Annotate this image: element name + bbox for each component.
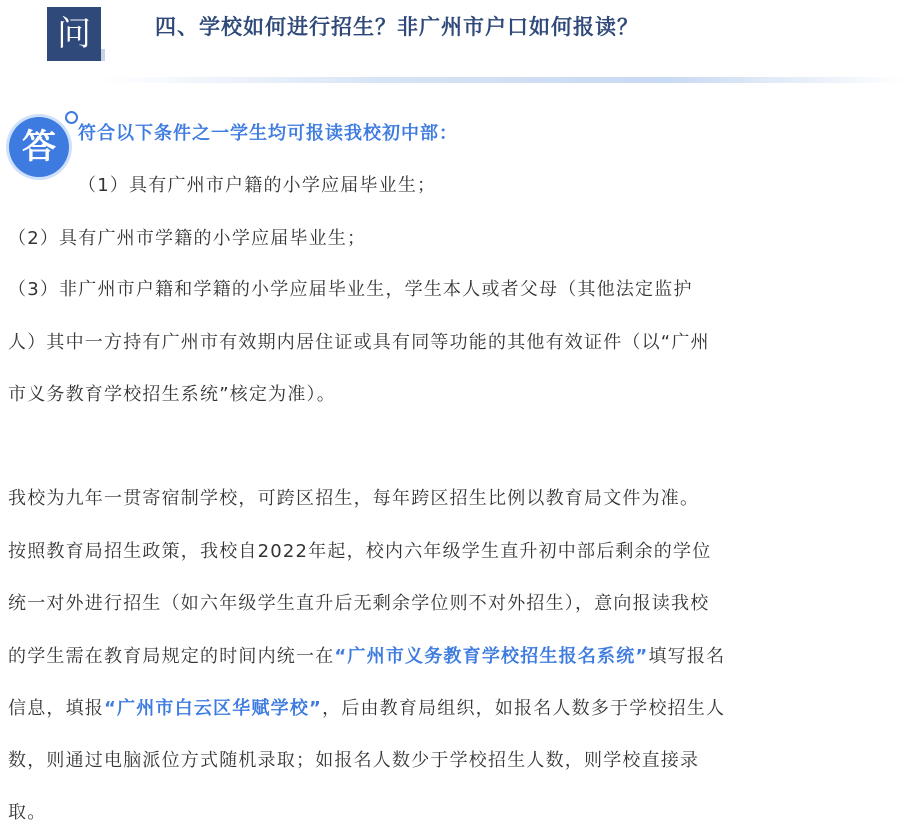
question-badge: 问 (47, 7, 101, 61)
condition-3-line-1: （3）非广州市户籍和学籍的小学应届毕业生，学生本人或者父母（其他法定监护 (8, 279, 693, 300)
enrollment-line-3 (8, 643, 725, 671)
answer-badge: 答 (9, 117, 69, 177)
enrollment-line-3-text-a: 的学生需在教育局规定的时间内统一在 (8, 646, 335, 667)
school-name: “广州市白云区华赋学校” (104, 698, 323, 719)
condition-2: （2）具有广州市学籍的小学应届毕业生； (8, 228, 367, 249)
enrollment-line-2: 统一对外进行招生（如六年级学生直升后无剩余学位则不对外招生），意向报读我校 (8, 593, 710, 614)
paragraph-boarding: 我校为九年一贯寄宿制学校，可跨区招生，每年跨区招生比例以教育局文件为准。 (8, 488, 700, 509)
condition-3-line-2: 人）其中一方持有广州市有效期内居住证或具有同等功能的其他有效证件（以“广州 (8, 332, 710, 353)
enrollment-line-1: 按照教育局招生政策，我校自2022年起，校内六年级学生直升初中部后剩余的学位 (8, 541, 712, 562)
answer-title: 符合以下条件之一学生均可报读我校初中部： (78, 123, 458, 144)
condition-1: （1）具有广州市户籍的小学应届毕业生； (78, 175, 437, 196)
answer-badge-dot (65, 111, 78, 124)
enrollment-line-3-text-b: 填写报名 (648, 646, 726, 667)
enrollment-line-4-text-a: 信息，填报 (8, 698, 104, 719)
section-divider (100, 77, 908, 83)
enrollment-line-5: 数，则通过电脑派位方式随机录取；如报名人数少于学校招生人数，则学校直接录 (8, 750, 700, 771)
answer-badge-wrap (9, 117, 69, 177)
enrollment-line-6: 取。 (8, 802, 47, 823)
condition-3-line-3: 市义务教育学校招生系统”核定为准）。 (8, 384, 336, 405)
registration-system-name: “广州市义务教育学校招生报名系统” (334, 646, 649, 667)
question-title: 四、学校如何进行招生？非广州市户口如何报读？ (155, 15, 639, 39)
enrollment-line-4-text-b: ，后由教育局组织，如报名人数多于学校招生人 (322, 698, 726, 719)
enrollment-line-4 (8, 695, 725, 723)
